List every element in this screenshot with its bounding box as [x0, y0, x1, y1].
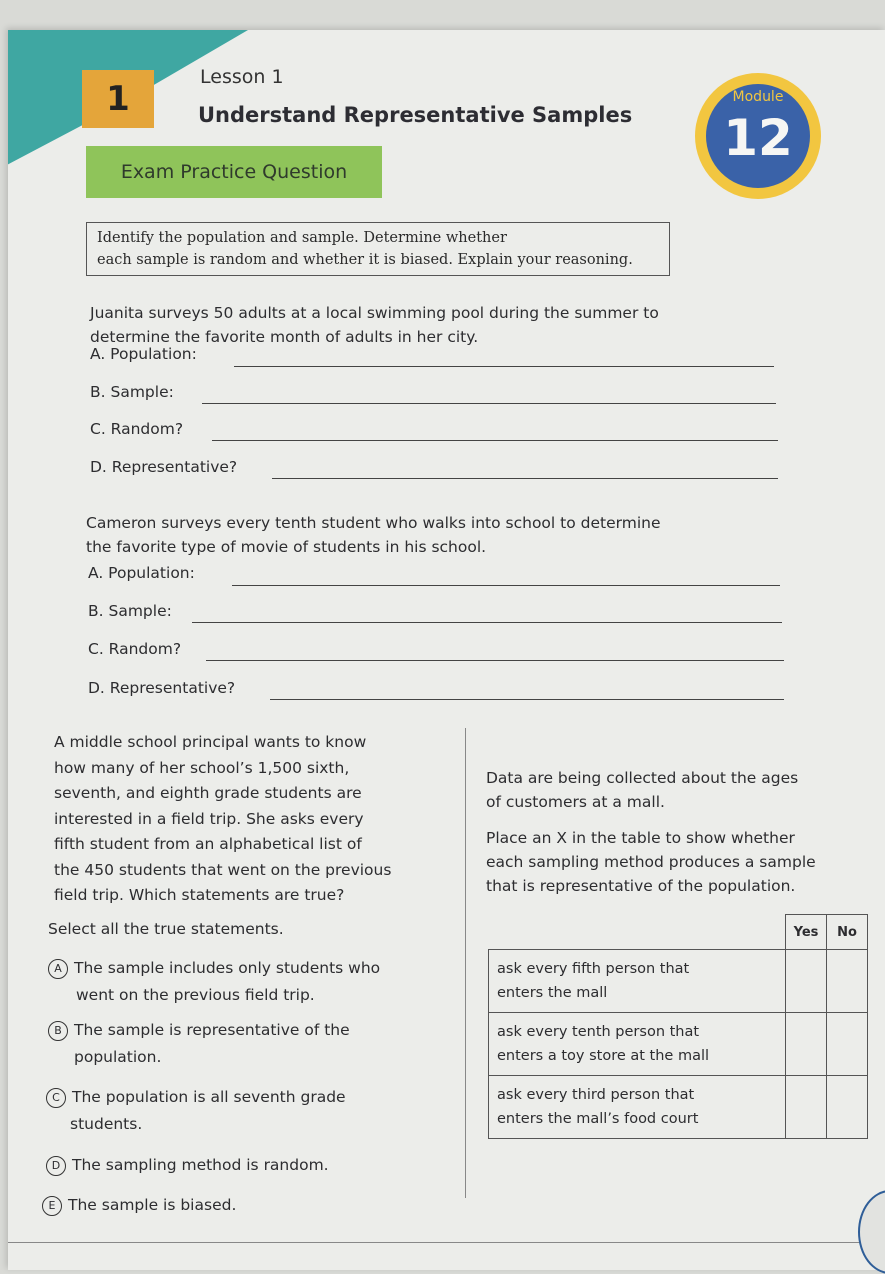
problem2-population-answer-line[interactable]	[232, 585, 780, 586]
table-header-no: No	[827, 915, 868, 950]
option-e[interactable]	[42, 1192, 236, 1219]
row-1-no-cell[interactable]	[827, 950, 868, 1013]
row-3-no-cell[interactable]	[827, 1076, 868, 1139]
module-badge	[695, 73, 821, 199]
problem1-population-label: A. Population:	[90, 345, 197, 363]
bottom-divider	[8, 1242, 885, 1243]
option-c-text-2: students.	[70, 1115, 143, 1133]
module-word: Module	[732, 89, 784, 105]
column-divider	[465, 728, 466, 1198]
problem4-intro-line-1: Data are being collected about the ages	[486, 769, 799, 787]
row-2-no-cell[interactable]	[827, 1013, 868, 1076]
option-d-bubble[interactable]: D	[46, 1156, 66, 1176]
option-c-text-1: The population is all seventh grade	[72, 1088, 346, 1106]
row-3-line-1: ask every third person that	[497, 1087, 695, 1103]
problem4-task-line-3: that is representative of the population.	[486, 877, 796, 895]
lesson-label: Lesson 1	[200, 66, 284, 88]
instruction-line-1: Identify the population and sample. Determine whether	[97, 230, 507, 246]
instruction-box	[86, 222, 670, 276]
problem1-line-2: determine the favorite month of adults in her city.	[90, 328, 479, 346]
option-d-text-1: The sampling method is random.	[72, 1156, 329, 1174]
problem2-population-label: A. Population:	[88, 564, 195, 582]
option-e-text-1: The sample is biased.	[68, 1196, 237, 1214]
table-row-label	[489, 1076, 786, 1139]
table-row-label	[489, 950, 786, 1013]
table-header-blank	[489, 915, 786, 950]
row-1-line-1: ask every fifth person that	[497, 961, 690, 977]
row-2-yes-cell[interactable]	[786, 1013, 827, 1076]
exam-practice-banner: Exam Practice Question	[86, 146, 382, 198]
option-a-bubble[interactable]: A	[48, 959, 68, 979]
problem2-representative-label: D. Representative?	[88, 679, 236, 697]
problem3-line-6: the 450 students that went on the previous	[54, 860, 392, 879]
problem1-line-1: Juanita surveys 50 adults at a local swimming pool during the summer to	[90, 304, 659, 322]
problem1-random-answer-line[interactable]	[212, 440, 778, 441]
option-b[interactable]	[48, 1017, 350, 1071]
option-b-text-1: The sample is representative of the	[74, 1021, 350, 1039]
problem2-sample-label: B. Sample:	[88, 602, 172, 620]
option-b-bubble[interactable]: B	[48, 1021, 68, 1041]
problem4-task	[486, 826, 816, 898]
problem2-line-2: the favorite type of movie of students in his school.	[86, 538, 487, 556]
problem2-sample-answer-line[interactable]	[192, 622, 782, 623]
option-c-bubble[interactable]: C	[46, 1088, 66, 1108]
problem1-sample-answer-line[interactable]	[202, 403, 776, 404]
table-row	[489, 1013, 868, 1076]
table-row	[489, 1076, 868, 1139]
option-e-bubble[interactable]: E	[42, 1196, 62, 1216]
problem3-line-4: interested in a field trip. She asks every	[54, 809, 364, 828]
problem1-representative-label: D. Representative?	[90, 458, 238, 476]
table-header-row	[489, 915, 868, 950]
row-3-line-2: enters the mall’s food court	[497, 1111, 699, 1127]
problem1-text	[90, 301, 659, 349]
problem1-random-label: C. Random?	[90, 420, 184, 438]
option-d[interactable]	[46, 1152, 329, 1179]
table-row	[489, 950, 868, 1013]
row-2-line-1: ask every tenth person that	[497, 1024, 700, 1040]
problem3-line-2: how many of her school’s 1,500 sixth,	[54, 758, 350, 777]
problem3-line-1: A middle school principal wants to know	[54, 733, 367, 751]
select-prompt: Select all the true statements.	[48, 920, 284, 938]
problem2-text	[86, 511, 661, 559]
problem2-random-label: C. Random?	[88, 640, 182, 658]
row-1-yes-cell[interactable]	[786, 950, 827, 1013]
lesson-number-badge: 1	[82, 70, 154, 128]
problem2-line-1: Cameron surveys every tenth student who walks into school to determine	[86, 514, 661, 532]
problem4-intro	[486, 766, 798, 814]
problem1-sample-label: B. Sample:	[90, 383, 174, 401]
table-header-yes: Yes	[786, 915, 827, 950]
problem3-line-3: seventh, and eighth grade students are	[54, 784, 362, 802]
problem4-task-line-2: each sampling method produces a sample	[486, 853, 816, 871]
problem4-intro-line-2: of customers at a mall.	[486, 793, 665, 811]
problem1-representative-answer-line[interactable]	[272, 478, 778, 479]
row-2-line-2: enters a toy store at the mall	[497, 1048, 710, 1064]
instruction-line-2: each sample is random and whether it is biased. Explain your reasoning.	[97, 252, 633, 268]
problem3-line-7: field trip. Which statements are true?	[54, 886, 345, 904]
problem3-line-5: fifth student from an alphabetical list of	[54, 835, 362, 853]
problem4-task-line-1: Place an X in the table to show whether	[486, 829, 795, 847]
problem2-representative-answer-line[interactable]	[270, 699, 784, 700]
problem2-random-answer-line[interactable]	[206, 660, 784, 661]
table-row-label	[489, 1013, 786, 1076]
option-a-text-1: The sample includes only students who	[74, 959, 381, 977]
option-b-text-2: population.	[74, 1048, 162, 1066]
lesson-title: Understand Representative Samples	[198, 103, 633, 127]
module-number: 12	[723, 109, 793, 167]
option-a[interactable]	[48, 955, 380, 1009]
option-c[interactable]	[46, 1084, 346, 1138]
sampling-method-table	[488, 914, 868, 1139]
option-a-text-2: went on the previous field trip.	[76, 986, 315, 1004]
problem3-text	[54, 730, 391, 909]
row-3-yes-cell[interactable]	[786, 1076, 827, 1139]
problem1-population-answer-line[interactable]	[234, 366, 774, 367]
row-1-line-2: enters the mall	[497, 985, 608, 1001]
